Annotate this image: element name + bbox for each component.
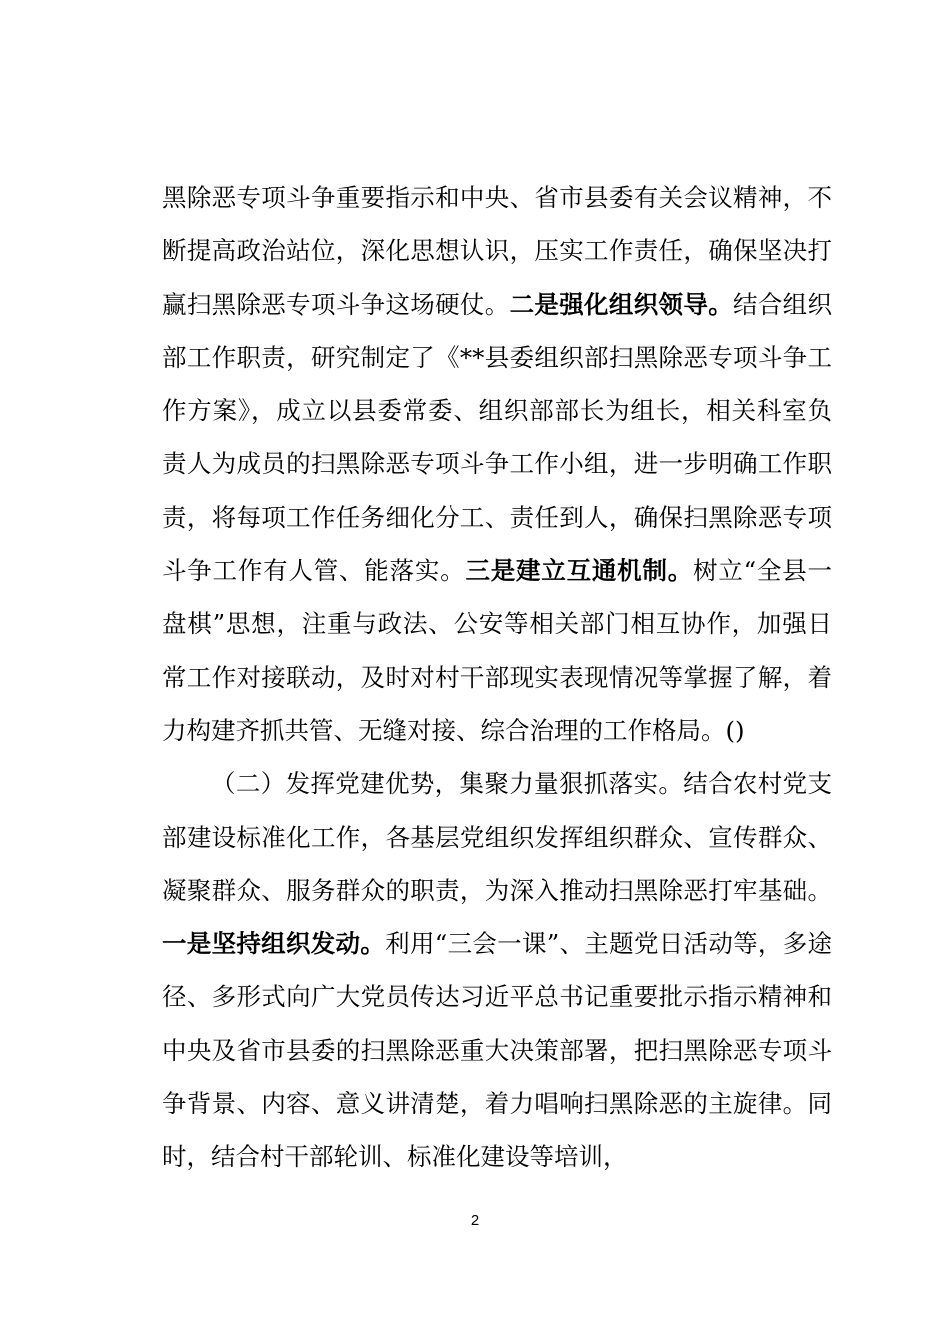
document-body — [162, 171, 832, 1184]
paragraph-text: 利用“三会一课”、主题党日活动等，多途径、多形式向广大党员传达习近平总书记重要批示指示精神和中央及省市县委的扫黑除恶重大决策部署，把扫黑除恶专项斗争背景、内容、意义讲清楚，着力唱响扫黑除恶的主旋律。同时，结合村干部轮训、标准化建设等培训， — [162, 929, 832, 1172]
paragraph-text: 黑除恶专项斗争重要指示和中央、省市县委有关会议精神，不断提高政治站位，深化思想认识，压实工作责任，确保坚决打赢扫黑除恶专项斗争这场硬仗。 — [162, 183, 832, 319]
bold-heading-mechanism: 三是建立互通机制。 — [465, 556, 694, 586]
paragraph-text: 树立“全县一盘棋”思想，注重与政法、公安等相关部门相互协作，加强日常工作对接联动，及时对村干部现实表现情况等掌握了解，着力构建齐抓共管、无缝对接、综合治理的工作格局。() — [162, 556, 833, 745]
paragraph-continued — [162, 171, 832, 757]
paragraph-text: （二）发挥党建优势，集聚力量狠抓落实。结合农村党支部建设标准化工作，各基层党组织发挥组织群众、宣传群众、凝聚群众、服务群众的职责，为深入推动扫黑除恶打牢基础。 — [162, 769, 832, 905]
bold-heading-strengthen-leadership: 二是强化组织领导。 — [509, 289, 734, 319]
bold-heading-organize-mobilize: 一是坚持组织发动。 — [162, 929, 386, 959]
page-number: 2 — [470, 1212, 480, 1229]
paragraph-section-two — [162, 757, 832, 1183]
paragraph-text: 结合组织部工作职责，研究制定了《**县委组织部扫黑除恶专项斗争工作方案》，成立以县委常委、组织部部长为组长，相关科室负责人为成员的扫黑除恶专项斗争工作小组，进一步明确工作职责，将每项工作任务细化分工、责任到人，确保扫黑除恶专项斗争工作有人管、能落实。 — [162, 289, 833, 586]
